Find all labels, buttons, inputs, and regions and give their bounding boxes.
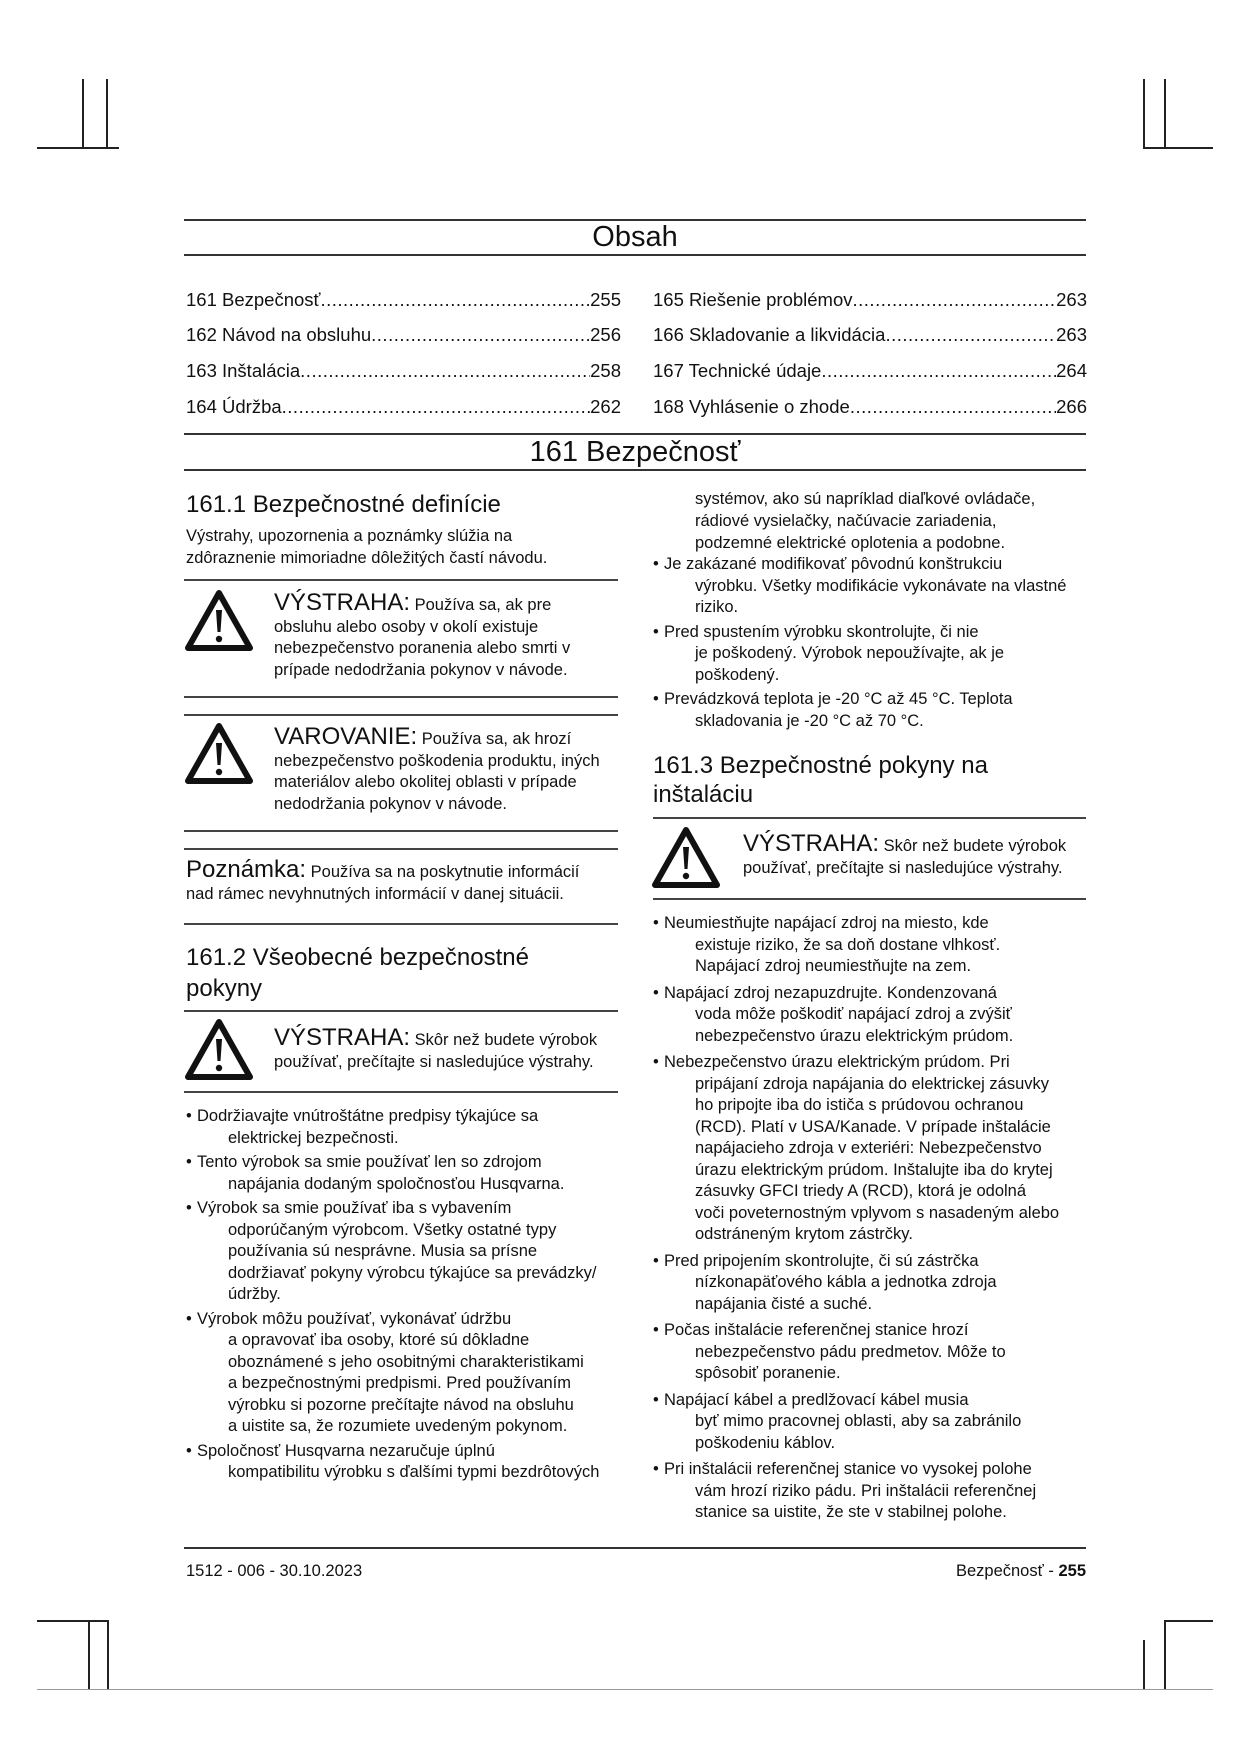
toc-leader — [300, 359, 590, 383]
list-item: • Pri inštalácii referenčnej stanice vo vysokej polohe vám hrozí riziko pádu. Pri inštalácii referenčnej stanice sa uistite, že ste v stabilnej polohe. — [653, 1459, 1098, 1524]
list-item: • Počas inštalácie referenčnej stanice hrozí nebezpečenstvo pádu predmetov. Môže to spôsobiť poranenie. — [653, 1320, 1098, 1385]
crop-mark — [37, 147, 119, 149]
toc-page: 266 — [1056, 396, 1087, 417]
toc-entry[interactable] — [186, 323, 621, 347]
crop-mark — [37, 1689, 1213, 1690]
warning-box — [743, 830, 1067, 879]
toc-leader — [850, 395, 1056, 419]
divider — [184, 1010, 618, 1012]
section-heading: 161.1 Bezpečnostné definície — [186, 491, 501, 518]
divider — [653, 817, 1086, 819]
toc-page: 263 — [1056, 289, 1087, 310]
divider — [184, 579, 618, 581]
toc-entry[interactable] — [653, 288, 1087, 312]
caution-label: VAROVANIE: — [274, 723, 418, 750]
warning-box — [274, 1024, 598, 1073]
caution-text: Používa sa, ak hrozí nebezpečenstvo poškodenia produktu, iných materiálov alebo okolitej oblasti v prípade nedodržania pokynov v návode. — [274, 730, 600, 813]
warning-text: Skôr než budete výrobok používať, prečítajte si nasledujúce výstrahy. — [743, 837, 1067, 877]
warning-text: Skôr než budete výrobok používať, prečítajte si nasledujúce výstrahy. — [274, 1031, 598, 1071]
general-safety-list — [186, 1106, 626, 1487]
installation-safety-list — [653, 913, 1098, 1527]
crop-mark — [106, 79, 108, 147]
toc-leader — [853, 288, 1057, 312]
toc-page: 262 — [590, 396, 621, 417]
list-item: • Neumiestňujte napájací zdroj na miesto, kde existuje riziko, že sa doň dostane vlhkosť. Napájací zdroj neumiestňujte na zem. — [653, 913, 1098, 978]
warning-label: VÝSTRAHA: — [274, 1024, 411, 1051]
toc-entry[interactable] — [653, 323, 1087, 347]
list-item-continuation: systémov, ako sú napríklad diaľkové ovládače, rádiové vysielačky, načúvacie zariadenia, podzemné elektrické oplotenia a podobne. — [695, 490, 1036, 552]
section-heading: 161.2 Všeobecné bezpečnostné pokyny — [186, 944, 529, 1002]
note-text: Používa sa na poskytnutie informácií nad rámec nevyhnutných informácií v danej situácii. — [186, 863, 580, 903]
list-item: • Dodržiavajte vnútroštátne predpisy týkajúce sa elektrickej bezpečnosti. — [186, 1106, 626, 1149]
toc-label: 164 Údržba — [186, 396, 282, 417]
list-item: • Nebezpečenstvo úrazu elektrickým prúdom. Pri pripájaní zdroja napájania do elektrickej zásuvky ho pripojte iba do ističa s prúdovou ochranou (RCD). Platí v USA/Kanade. V prípade inštalácie napájacieho zdroja v exteriéri: Nebezpečenstvo úrazu elektrickým prúdom. Inštalujte iba do krytej zásuvky GFCI triedy A (RCD), ktorá je odolná voči poveternostným vplyvom s nasadeným alebo odstráneným krytom zástrčky. — [653, 1052, 1098, 1246]
toc-label: 165 Riešenie problémov — [653, 289, 853, 310]
crop-mark — [1164, 79, 1166, 147]
toc-leader — [371, 323, 590, 347]
toc-label: 166 Skladovanie a likvidácia — [653, 324, 886, 345]
footer-doc-id: 1512 - 006 - 30.10.2023 — [186, 1562, 363, 1580]
toc-page: 256 — [590, 324, 621, 345]
toc-leader — [885, 323, 1056, 347]
crop-mark — [37, 1620, 107, 1622]
list-item: • Spoločnosť Husqvarna nezaručuje úplnú kompatibilitu výrobku s ďalšími typmi bezdrôtových — [186, 1441, 626, 1484]
divider — [184, 848, 618, 850]
footer-section: Bezpečnosť - — [955, 1562, 1059, 1580]
list-item: • Pred spustením výrobku skontrolujte, či nie je poškodený. Výrobok nepoužívajte, ak je poškodený. — [653, 622, 1093, 687]
crop-mark — [1143, 147, 1213, 149]
crop-mark — [1164, 1620, 1213, 1622]
list-item: • Výrobok sa smie používať iba s vybavením odporúčaným výrobcom. Všetky ostatné typy používania sú nesprávne. Musia sa prísne dodržiavať pokyny výrobcu týkajúce sa prevádzky/ údržby. — [186, 1198, 626, 1306]
divider — [184, 830, 618, 832]
warning-triangle-icon — [184, 588, 254, 652]
toc-title: Obsah — [592, 221, 678, 253]
chapter-bottom-rule — [184, 469, 1086, 471]
toc-entry[interactable] — [186, 359, 621, 383]
warning-triangle-icon — [184, 1017, 254, 1081]
toc-entry[interactable] — [186, 395, 621, 419]
list-item: • Výrobok môžu používať, vykonávať údržbu a opravovať iba osoby, ktoré sú dôkladne oboznámené s jeho osobitnými charakteristikami a bezpečnostnými predpismi. Pred používaním výrobku si pozorne prečítajte návod na obsluhu a uistite sa, že rozumiete uvedeným pokynom. — [186, 1309, 626, 1438]
warning-triangle-icon — [651, 825, 721, 889]
section-heading: 161.3 Bezpečnostné pokyny na inštaláciu — [653, 752, 988, 808]
toc-leader — [282, 395, 590, 419]
general-safety-list-continued — [653, 554, 1093, 735]
caution-triangle-icon — [184, 721, 254, 785]
list-item: • Napájací kábel a predlžovací kábel musia byť mimo pracovnej oblasti, aby sa zabránilo poškodeniu káblov. — [653, 1390, 1098, 1455]
toc-entry[interactable] — [653, 359, 1087, 383]
divider — [184, 1091, 618, 1093]
warning-label: VÝSTRAHA: — [743, 830, 880, 857]
crop-mark — [107, 1620, 109, 1689]
crop-mark — [1143, 1640, 1145, 1689]
caution-definition — [274, 723, 600, 815]
toc-label: 167 Technické údaje — [653, 360, 822, 381]
list-item: • Prevádzková teplota je -20 °C až 45 °C. Teplota skladovania je -20 °C až 70 °C. — [653, 689, 1093, 732]
toc-label: 162 Návod na obsluhu — [186, 324, 372, 345]
divider — [184, 696, 618, 698]
toc-page: 263 — [1056, 324, 1087, 345]
toc-bottom-rule — [184, 254, 1086, 256]
toc-page: 264 — [1056, 360, 1087, 381]
footer-page-number: 255 — [1058, 1562, 1086, 1580]
divider — [184, 923, 618, 925]
crop-mark — [1164, 1620, 1166, 1689]
toc-label: 168 Vyhlásenie o zhode — [653, 396, 850, 417]
list-item: • Je zakázané modifikovať pôvodnú konštrukciu výrobku. Všetky modifikácie vykonávate na vlastné riziko. — [653, 554, 1093, 619]
warning-text: Používa sa, ak pre obsluhu alebo osoby v okolí existuje nebezpečenstvo poranenia alebo smrti v prípade nedodržania pokynov v návode. — [274, 596, 571, 679]
crop-mark — [88, 1620, 90, 1689]
crop-mark — [1143, 79, 1145, 147]
footer-rule — [184, 1547, 1086, 1549]
section-intro: Výstrahy, upozornenia a poznámky slúžia na zdôraznenie mimoriadne dôležitých častí návodu. — [186, 527, 548, 567]
divider — [653, 898, 1086, 900]
toc-entry[interactable] — [186, 288, 621, 312]
warning-label: VÝSTRAHA: — [274, 589, 411, 616]
toc-label: 163 Inštalácia — [186, 360, 301, 381]
footer-page-label — [956, 1560, 1086, 1582]
toc-entry[interactable] — [653, 395, 1087, 419]
list-item: • Tento výrobok sa smie používať len so zdrojom napájania dodaným spoločnosťou Husqvarna. — [186, 1152, 626, 1195]
crop-mark — [82, 79, 84, 147]
divider — [184, 714, 618, 716]
list-item: • Napájací zdroj nezapuzdrujte. Kondenzovaná voda môže poškodiť napájací zdroj a zvýšiť nebezpečenstvo úrazu elektrickým prúdom. — [653, 983, 1098, 1048]
toc-page: 258 — [590, 360, 621, 381]
toc-leader — [320, 288, 590, 312]
list-item: • Pred pripojením skontrolujte, či sú zástrčka nízkonapäťového kábla a jednotka zdroja napájania čisté a suché. — [653, 1251, 1098, 1316]
note-label: Poznámka: — [186, 856, 307, 883]
toc-page: 255 — [590, 289, 621, 310]
toc-leader — [821, 359, 1056, 383]
toc-label: 161 Bezpečnosť — [186, 289, 321, 310]
chapter-title: 161 Bezpečnosť — [529, 436, 741, 468]
warning-definition — [274, 589, 571, 681]
note-definition — [186, 856, 580, 905]
